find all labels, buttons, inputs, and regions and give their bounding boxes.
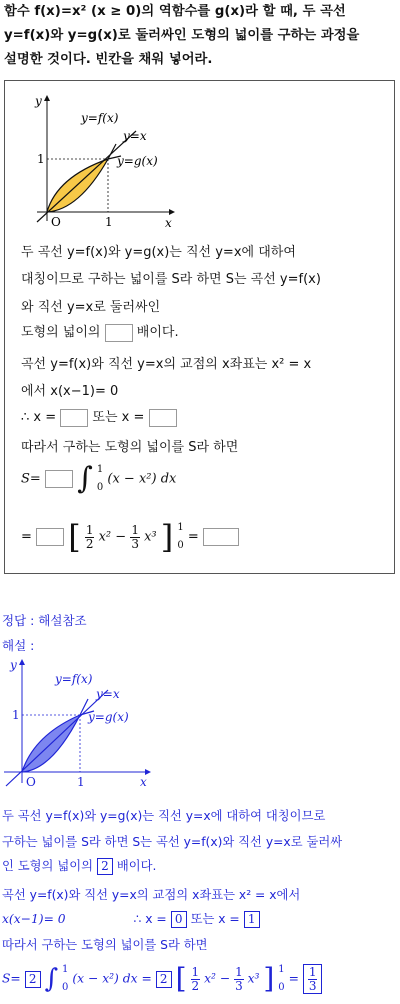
sol-label-f: y=f(x) xyxy=(55,672,93,686)
sol-eval-limits xyxy=(278,961,284,997)
blank-box-2[interactable] xyxy=(60,409,88,427)
sol-term2: x³ xyxy=(247,971,260,986)
x-axis-label: x xyxy=(165,216,172,230)
fraction-half xyxy=(85,524,95,551)
question-line-3: 설명한 것이다. 빈칸을 채워 넣어라. xyxy=(4,52,213,67)
result-fraction xyxy=(308,966,318,993)
blank-box-5[interactable] xyxy=(36,528,64,546)
frac1-den: 2 xyxy=(85,536,94,551)
problem-line-1: 두 곡선 y=f(x)와 y=g(x)는 직선 y=x에 대하여 xyxy=(21,245,296,260)
int-upper: 1 xyxy=(96,464,104,475)
frac2-num: 1 xyxy=(131,522,139,537)
problem-line-4a: 도형의 넓이의 xyxy=(21,325,101,340)
sol-int-lower: 0 xyxy=(62,982,69,993)
answer-box-1: 2 xyxy=(97,858,113,875)
sol-frac1-num: 1 xyxy=(191,964,200,979)
label-line: y=x xyxy=(123,129,147,143)
solution-line-5 xyxy=(2,909,260,928)
problem-line-6: 에서 x(x−1)= 0 xyxy=(21,384,119,399)
sol-integral-limits xyxy=(62,961,68,997)
problem-frame xyxy=(4,80,395,574)
question-line-2: y=f(x)와 y=g(x)로 둘러싸인 도형의 넓이를 구하는 과정을 xyxy=(4,28,360,43)
sol-frac2-num: 1 xyxy=(235,964,243,979)
integrand: (x − x²) dx xyxy=(107,471,177,487)
y-arrow-icon xyxy=(44,95,50,101)
integral-limits xyxy=(97,461,103,497)
solution-line-5b: ∴ x = xyxy=(133,912,167,926)
sol-s-equals: S= xyxy=(2,971,21,986)
sol-tick-x-1: 1 xyxy=(77,775,85,789)
blank-box-6[interactable] xyxy=(203,528,239,546)
solution-label: 해설 : xyxy=(2,638,35,653)
sol-label-line: y=x xyxy=(96,687,120,701)
y-axis-label: y xyxy=(35,94,42,108)
label-g: y=g(x) xyxy=(117,154,158,168)
right-bracket: ] xyxy=(160,518,174,556)
answer-label: 정답 : 해설참조 xyxy=(2,613,87,628)
line-y-x xyxy=(37,131,136,222)
sol-fraction-third xyxy=(234,966,244,993)
frac2-den: 3 xyxy=(131,536,139,551)
result-num: 1 xyxy=(308,965,317,979)
answer-box-3: 1 xyxy=(244,911,260,928)
sol-int-upper: 1 xyxy=(62,964,69,975)
answer-box-5: 2 xyxy=(156,971,172,988)
problem-line-4b: 배이다. xyxy=(136,325,179,340)
term2: x³ xyxy=(144,529,157,545)
tick-y-1: 1 xyxy=(37,152,45,166)
sol-frac2-den: 3 xyxy=(235,978,243,993)
solution-line-3a: 인 도형의 넓이의 xyxy=(2,859,93,873)
origin-label: O xyxy=(51,215,61,229)
lim-upper: 1 xyxy=(177,522,184,533)
sol-lim-upper: 1 xyxy=(278,964,285,975)
solution-line-6: 따라서 구하는 도형의 넓이를 S라 하면 xyxy=(2,938,208,952)
question-text xyxy=(4,0,396,72)
problem-line-2: 대칭이므로 구하는 넓이를 S라 하면 S는 곡선 y=f(x) xyxy=(21,272,321,287)
sol-eq: = xyxy=(288,971,299,986)
lim-lower: 0 xyxy=(177,540,184,551)
eval-limits xyxy=(177,519,183,555)
answer-box-4: 2 xyxy=(25,971,41,988)
sol-integrand: (x − x²) dx = xyxy=(72,971,152,986)
sol-x-axis-label: x xyxy=(140,775,147,789)
question-line-1: 함수 f(x)=x² (x ≥ 0)의 역함수를 g(x)라 할 때, 두 곡선 xyxy=(4,4,346,19)
problem-line-7 xyxy=(21,406,177,427)
solution-line-3 xyxy=(2,856,156,875)
problem-line-10 xyxy=(21,519,239,555)
solution-graph xyxy=(0,655,160,790)
blank-box-3[interactable] xyxy=(149,409,177,427)
fraction-third xyxy=(130,524,140,551)
solution-line-4: 곡선 y=f(x)와 직선 y=x의 교점의 x좌표는 x² = x에서 xyxy=(2,888,301,902)
problem-line-7b: 또는 x = xyxy=(92,410,145,425)
sol-label-g: y=g(x) xyxy=(88,710,129,724)
problem-graph xyxy=(19,89,199,239)
sol-fraction-half xyxy=(191,966,201,993)
integral-sign: ∫ xyxy=(77,461,93,496)
left-bracket: [ xyxy=(68,518,81,556)
problem-line-4 xyxy=(21,321,179,342)
sol-lim-lower: 0 xyxy=(278,982,285,993)
sol-term1: x² − xyxy=(204,971,231,986)
solution-line-5c: 또는 x = xyxy=(190,912,240,926)
s-equals: S= xyxy=(21,471,41,487)
sol-origin-label: O xyxy=(26,775,36,789)
solution-line-2: 구하는 넓이를 S라 하면 S는 곡선 y=f(x)와 직선 y=x로 둘러싸 xyxy=(2,835,343,849)
problem-line-9 xyxy=(21,461,176,497)
sol-y-axis-label: y xyxy=(10,658,17,672)
int-lower: 0 xyxy=(96,482,104,493)
frac1-num: 1 xyxy=(85,522,94,537)
blank-box-4[interactable] xyxy=(45,470,73,488)
problem-line-7a: ∴ x = xyxy=(21,410,57,425)
label-f: y=f(x) xyxy=(81,111,119,125)
eq-sign: = xyxy=(21,529,32,545)
sol-integral-sign: ∫ xyxy=(44,964,59,994)
problem-line-5: 곡선 y=f(x)와 직선 y=x의 교점의 x좌표는 x² = x xyxy=(21,357,312,372)
sol-y-arrow-icon xyxy=(19,659,25,665)
answer-box-6 xyxy=(303,964,323,994)
problem-line-8: 따라서 구하는 도형의 넓이를 S라 하면 xyxy=(21,440,239,455)
solution-line-5a: x(x−1)= 0 xyxy=(2,912,66,926)
sol-frac1-den: 2 xyxy=(191,978,200,993)
solution-line-1: 두 곡선 y=f(x)와 y=g(x)는 직선 y=x에 대하여 대칭이므로 xyxy=(2,809,326,823)
solution-line-7 xyxy=(2,961,322,997)
result-den: 3 xyxy=(308,979,317,993)
sol-left-bracket: [ xyxy=(175,962,187,995)
term1: x² − xyxy=(98,529,127,545)
eq-sign-2: = xyxy=(187,529,199,545)
sol-right-bracket: ] xyxy=(263,962,275,995)
problem-line-3: 와 직선 y=x로 둘러싸인 xyxy=(21,300,161,315)
solution-line-3b: 배이다. xyxy=(116,859,157,873)
sol-tick-y-1: 1 xyxy=(12,708,20,722)
tick-x-1: 1 xyxy=(105,215,113,229)
x-arrow-icon xyxy=(169,209,175,215)
blank-box-1[interactable] xyxy=(105,324,133,342)
answer-box-2: 0 xyxy=(171,911,187,928)
